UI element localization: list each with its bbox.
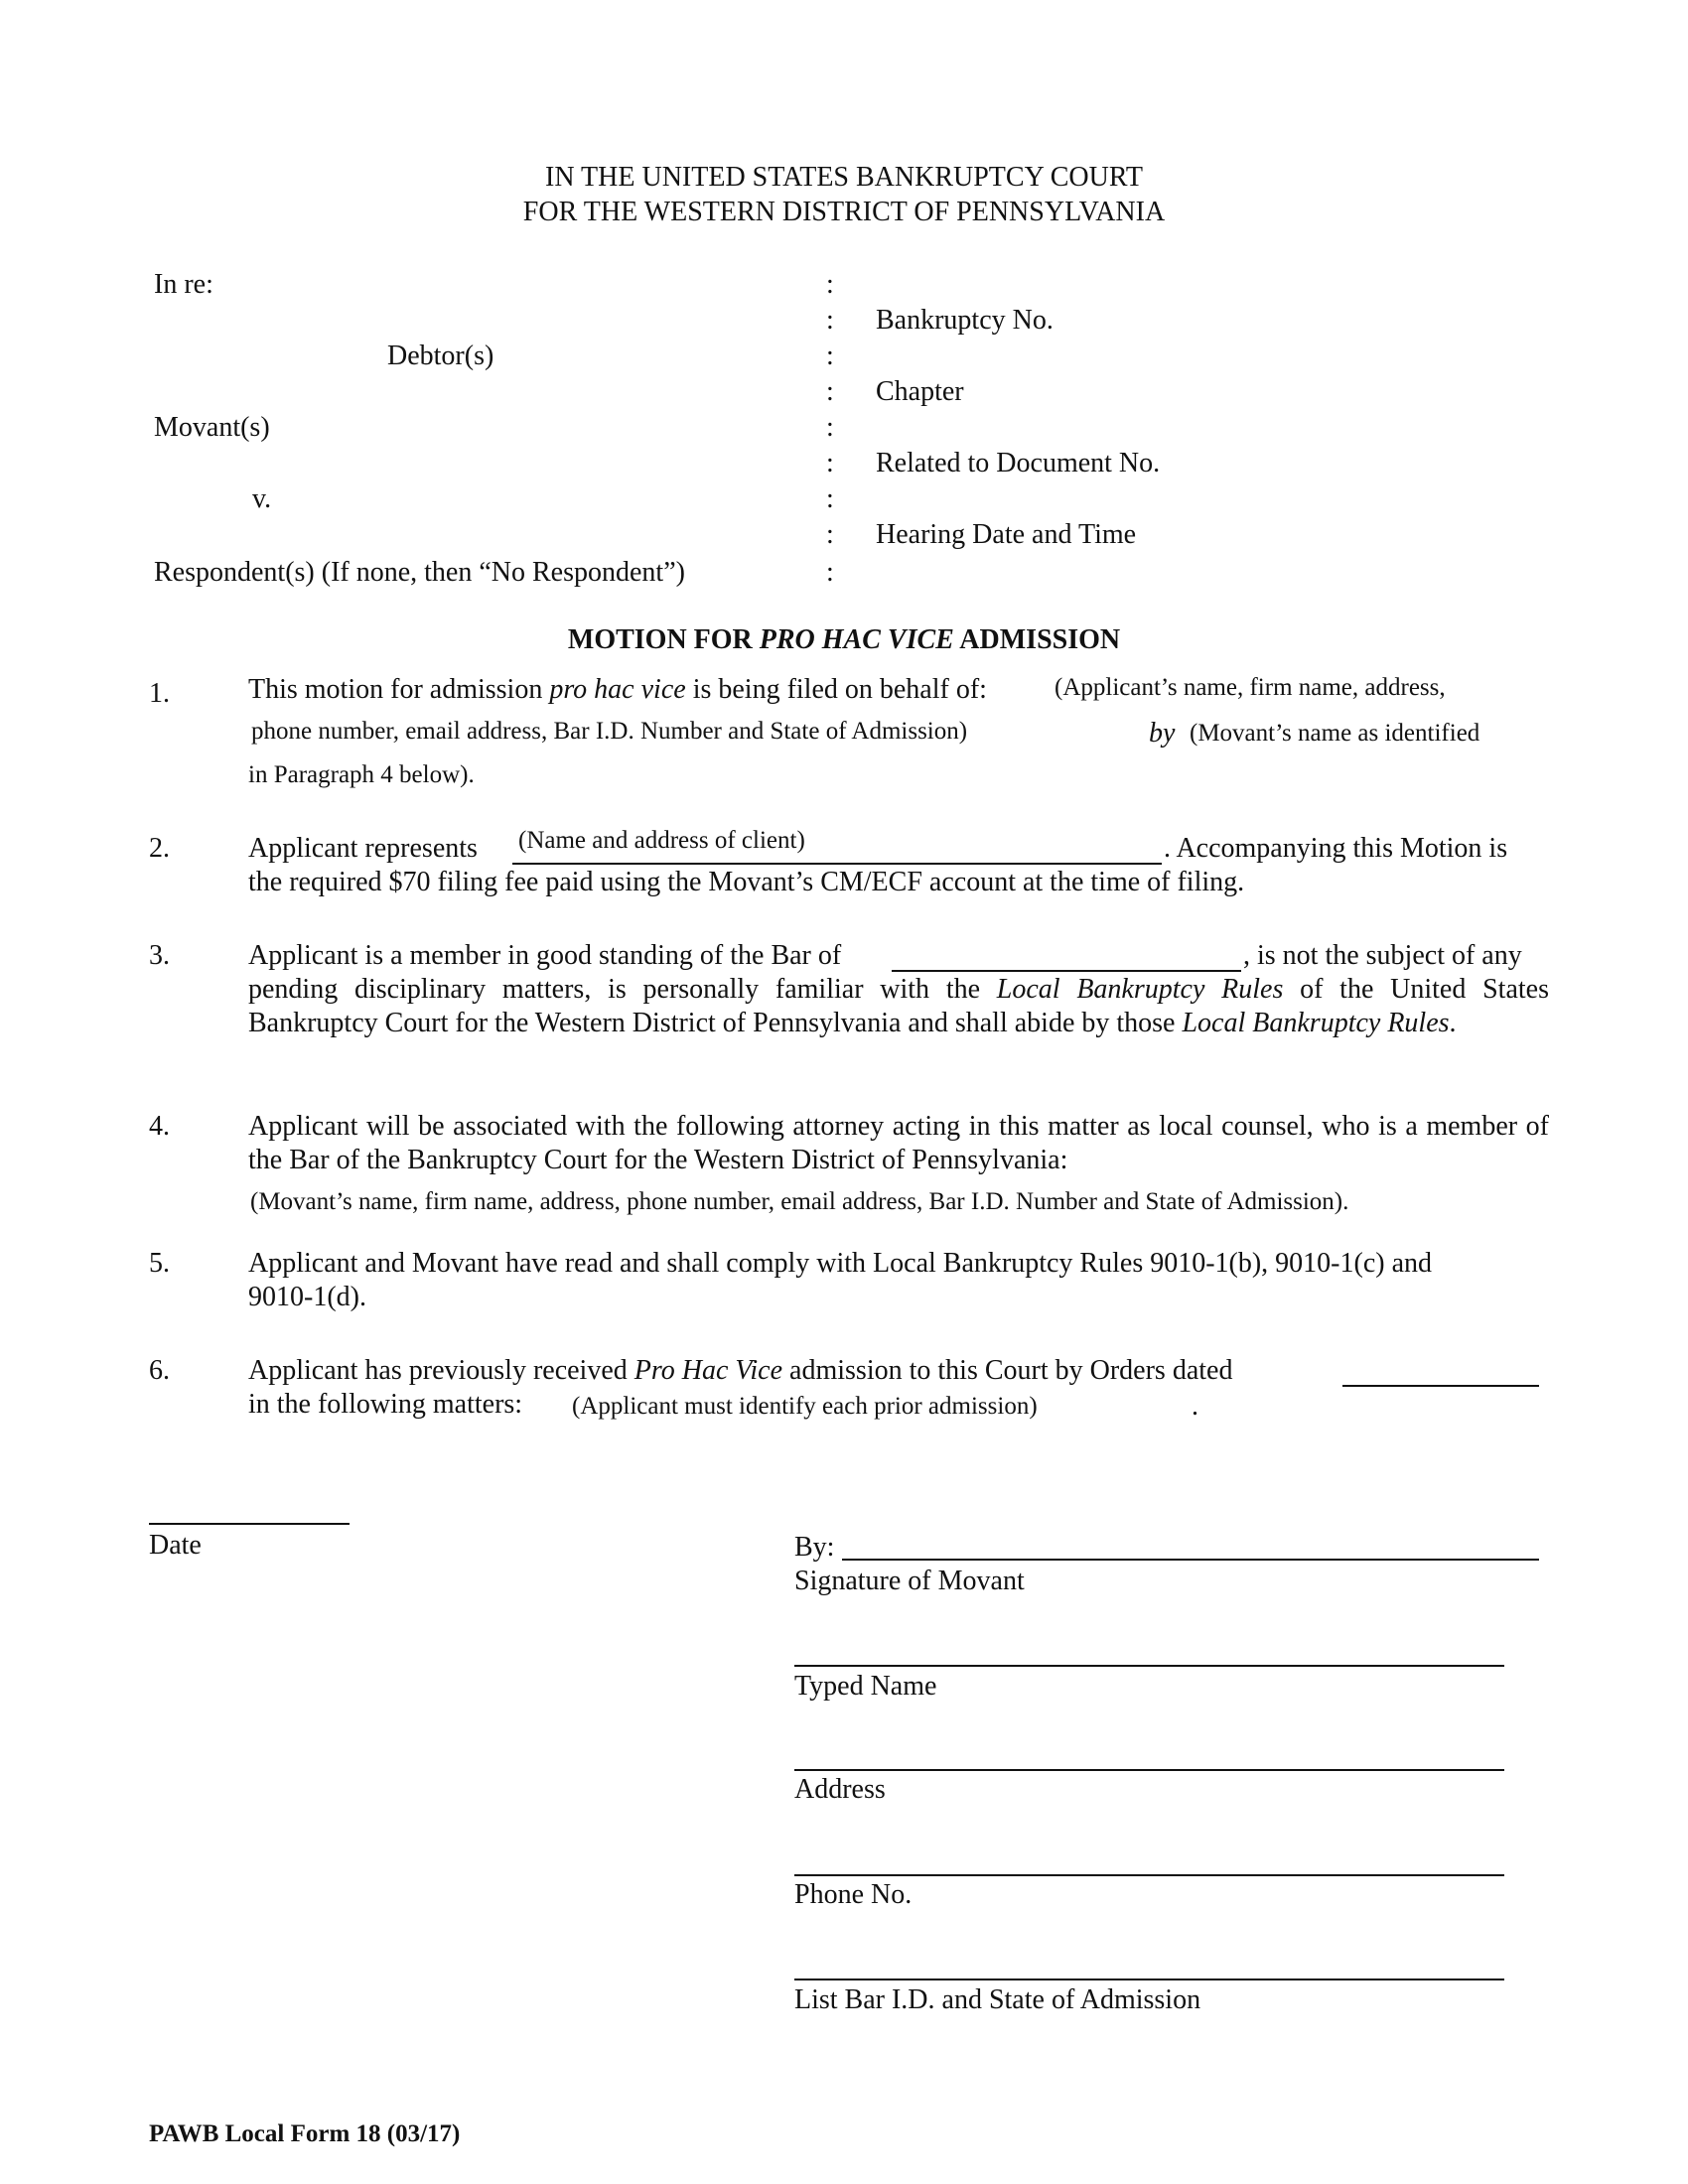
motion-title	[0, 623, 1688, 657]
paragraph-1-text	[248, 673, 987, 707]
p6-text-b: admission to this Court by Orders dated	[782, 1355, 1233, 1386]
p5-text-a: Applicant and Movant have read and shall comply with Local Bankruptcy Rules 9010-1(b), 9010-1(c) and	[248, 1248, 1433, 1279]
date-label: Date	[149, 1530, 202, 1561]
p3-body	[248, 973, 1549, 1040]
caption-in-re: In re:	[154, 269, 213, 300]
caption-colon: :	[826, 448, 834, 478]
client-name-blank[interactable]	[512, 863, 1162, 865]
title-italic: PRO HAC VICE	[759, 624, 954, 655]
court-header-line-2: FOR THE WESTERN DISTRICT OF PENNSYLVANIA	[522, 197, 1166, 227]
title-suffix: ADMISSION	[953, 624, 1121, 655]
caption-colon: :	[826, 412, 834, 443]
paragraph-4-number: 4.	[149, 1111, 170, 1142]
p1-hint-applicant: (Applicant’s name, firm name, address,	[1055, 674, 1446, 701]
typed-name-blank[interactable]	[794, 1665, 1504, 1667]
caption-colon: :	[826, 341, 834, 371]
court-header-line-1: IN THE UNITED STATES BANKRUPTCY COURT	[545, 162, 1143, 193]
caption-versus: v.	[252, 483, 272, 514]
p4-hint: (Movant’s name, firm name, address, phone number, email address, Bar I.D. Number and State of Admission).	[250, 1188, 1349, 1215]
p6-italic: Pro Hac Vice	[633, 1355, 783, 1386]
caption-colon: :	[826, 376, 834, 407]
p4-text-a: Applicant will be associated with the following attorney acting in this matter as local counsel, who is a member of the Bar of the Bankruptcy Court for the Western District of Pennsylvania:	[248, 1111, 1549, 1175]
p3-text-c: pending disciplinary matters, is personally familiar with the	[248, 974, 997, 1005]
p2-text-b: . Accompanying this Motion is	[1164, 833, 1508, 864]
paragraph-6-number: 6.	[149, 1355, 170, 1386]
typed-name-label: Typed Name	[794, 1671, 937, 1702]
paragraph-1-number: 1.	[149, 678, 170, 709]
title-prefix: MOTION FOR	[567, 624, 760, 655]
caption-colon: :	[826, 483, 834, 514]
caption-colon: :	[826, 305, 834, 336]
bar-state-blank[interactable]	[892, 970, 1241, 972]
caption-movant: Movant(s)	[154, 412, 270, 443]
address-label: Address	[794, 1774, 886, 1805]
caption-chapter: Chapter	[876, 376, 964, 407]
p6-text-line-1	[248, 1354, 1232, 1388]
signature-of-movant-label: Signature of Movant	[794, 1566, 1025, 1596]
signature-blank[interactable]	[842, 1559, 1539, 1561]
p1-text-b: is being filed on behalf of:	[685, 674, 987, 705]
p1-text-a: This motion for admission	[248, 674, 550, 705]
bar-id-blank[interactable]	[794, 1979, 1504, 1980]
p6-hint: (Applicant must identify each prior admission)	[572, 1393, 1038, 1420]
bar-id-label: List Bar I.D. and State of Admission	[794, 1984, 1201, 2015]
p2-text-c: the required $70 filing fee paid using the Movant’s CM/ECF account at the time of filing.	[248, 867, 1245, 897]
date-blank[interactable]	[149, 1523, 350, 1525]
phone-blank[interactable]	[794, 1874, 1504, 1876]
p3-text-a: Applicant is a member in good standing of the Bar of	[248, 940, 842, 971]
p3-text-d: of the United States Bankruptcy Court for the Western District of Pennsylvania and shall abide by those	[248, 974, 1549, 1038]
caption-colon: :	[826, 557, 834, 588]
p5-text-b: 9010-1(d).	[248, 1282, 366, 1312]
address-blank[interactable]	[794, 1769, 1504, 1771]
caption-bankruptcy-no: Bankruptcy No.	[876, 305, 1054, 336]
by-label: By:	[794, 1532, 835, 1563]
orders-dated-blank[interactable]	[1342, 1385, 1539, 1387]
p1-hint-movant: (Movant’s name as identified	[1190, 720, 1480, 747]
caption-respondent: Respondent(s) (If none, then “No Respondent”)	[154, 557, 685, 588]
phone-label: Phone No.	[794, 1879, 913, 1910]
paragraph-3-number: 3.	[149, 940, 170, 971]
p1-hint-paragraph: in Paragraph 4 below).	[248, 761, 475, 788]
p6-period: .	[1192, 1391, 1198, 1422]
caption-related-document: Related to Document No.	[876, 448, 1161, 478]
p1-hint-phone: phone number, email address, Bar I.D. Number and State of Admission)	[251, 718, 968, 745]
p3-text-e: .	[1449, 1008, 1457, 1038]
caption-colon: :	[826, 519, 834, 550]
p6-text-c: in the following matters:	[248, 1389, 523, 1420]
caption-colon: :	[826, 269, 834, 300]
form-identifier: PAWB Local Form 18 (03/17)	[149, 2120, 461, 2147]
p3-italic-1: Local Bankruptcy Rules	[996, 974, 1284, 1005]
caption-debtor: Debtor(s)	[387, 341, 494, 371]
p1-italic: pro hac vice	[549, 674, 686, 705]
p6-text-a: Applicant has previously received	[248, 1355, 634, 1386]
p3-text-b: , is not the subject of any	[1243, 940, 1522, 971]
caption-hearing-date: Hearing Date and Time	[876, 519, 1137, 550]
p2-text-a: Applicant represents	[248, 833, 478, 864]
paragraph-5-number: 5.	[149, 1248, 170, 1279]
p2-hint-client: (Name and address of client)	[518, 827, 805, 854]
p1-by: by	[1149, 718, 1176, 749]
p3-italic-2: Local Bankruptcy Rules	[1182, 1008, 1450, 1038]
paragraph-2-number: 2.	[149, 833, 170, 864]
